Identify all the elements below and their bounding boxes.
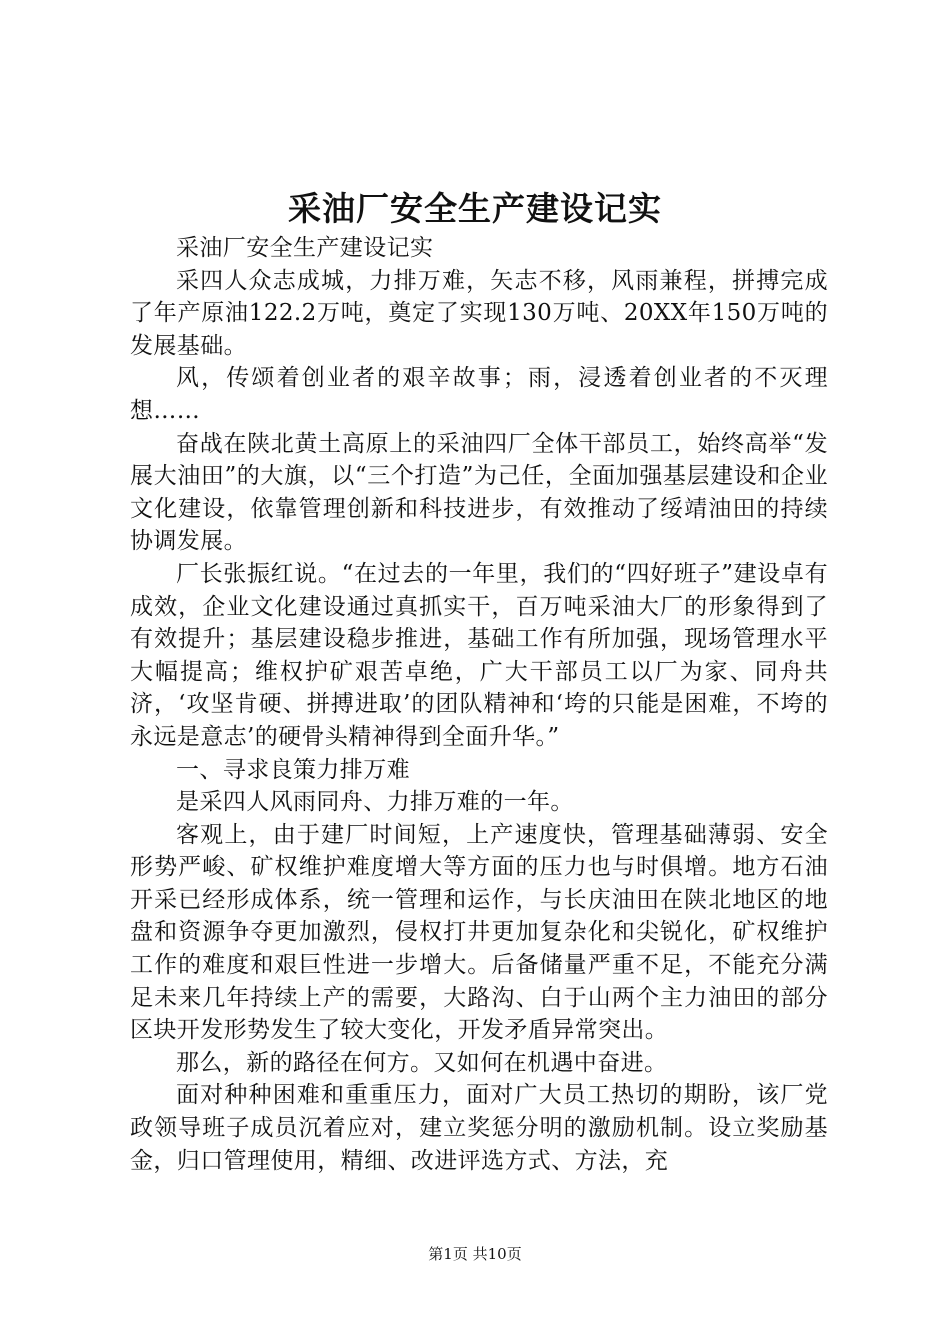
document-body: [130, 232, 828, 1177]
paragraph: 那么，新的路径在何方。又如何在机遇中奋进。: [176, 1049, 668, 1076]
page-footer: [0, 1244, 950, 1264]
paragraph: 厂长张振红说。“在过去的一年里，我们的“四好班子”建设卓有成效，企业文化建设通过真抓实干，百万吨采油大厂的形象得到了有效提升；基层建设稳步推进，基础工作有所加强，现场管理水平大幅提高；维权护矿艰苦卓绝，广大干部员工以厂为家、同舟共济，‘攻坚肯硬、拼搏进取’的团队精神和‘垮的只能是困难，不垮的永远是意志’的硬骨头精神得到全面升华。”: [130, 560, 828, 750]
document-title: 采油厂安全生产建设记实: [288, 189, 662, 228]
paragraph: 奋战在陕北黄土高原上的采油四厂全体干部员工，始终高举“发展大油田”的大旗，以“三个打造”为己任，全面加强基层建设和企业文化建设，依靠管理创新和科技进步，有效推动了绥靖油田的持续协调发展。: [130, 430, 828, 555]
page-number: 第1页 共10页: [428, 1245, 522, 1263]
paragraph: 风，传颂着创业者的艰辛故事；雨，浸透着创业者的不灭理想……: [130, 365, 828, 424]
paragraph: 是采四人风雨同舟、力排万难的一年。: [176, 789, 574, 816]
paragraph: 采油厂安全生产建设记实: [176, 235, 434, 261]
paragraph: 客观上，由于建厂时间短，上产速度快，管理基础薄弱、安全形势严峻、矿权维护难度增大等方面的压力也与时俱增。地方石油开采已经形成体系，统一管理和运作，与长庆油田在陕北地区的地盘和资源争夺更加激烈，侵权打井更加复杂化和尖锐化，矿权维护工作的难度和艰巨性进一步增大。后备储量严重不足，不能充分满足未来几年持续上产的需要，大路沟、白于山两个主力油田的部分区块开发形势发生了较大变化，开发矛盾异常突出。: [130, 821, 828, 1044]
section-heading: 一、寻求良策力排万难: [176, 756, 410, 783]
paragraph: 面对种种困难和重重压力，面对广大员工热切的期盼，该厂党政领导班子成员沉着应对，建立奖惩分明的激励机制。设立奖励基金，归口管理使用，精细、改进评选方式、方法，充: [130, 1082, 828, 1174]
paragraph: 采四人众志成城，力排万难，矢志不移，风雨兼程，拼搏完成了年产原油122.2万吨，奠定了实现130万吨、20XX年150万吨的发展基础。: [130, 267, 828, 359]
